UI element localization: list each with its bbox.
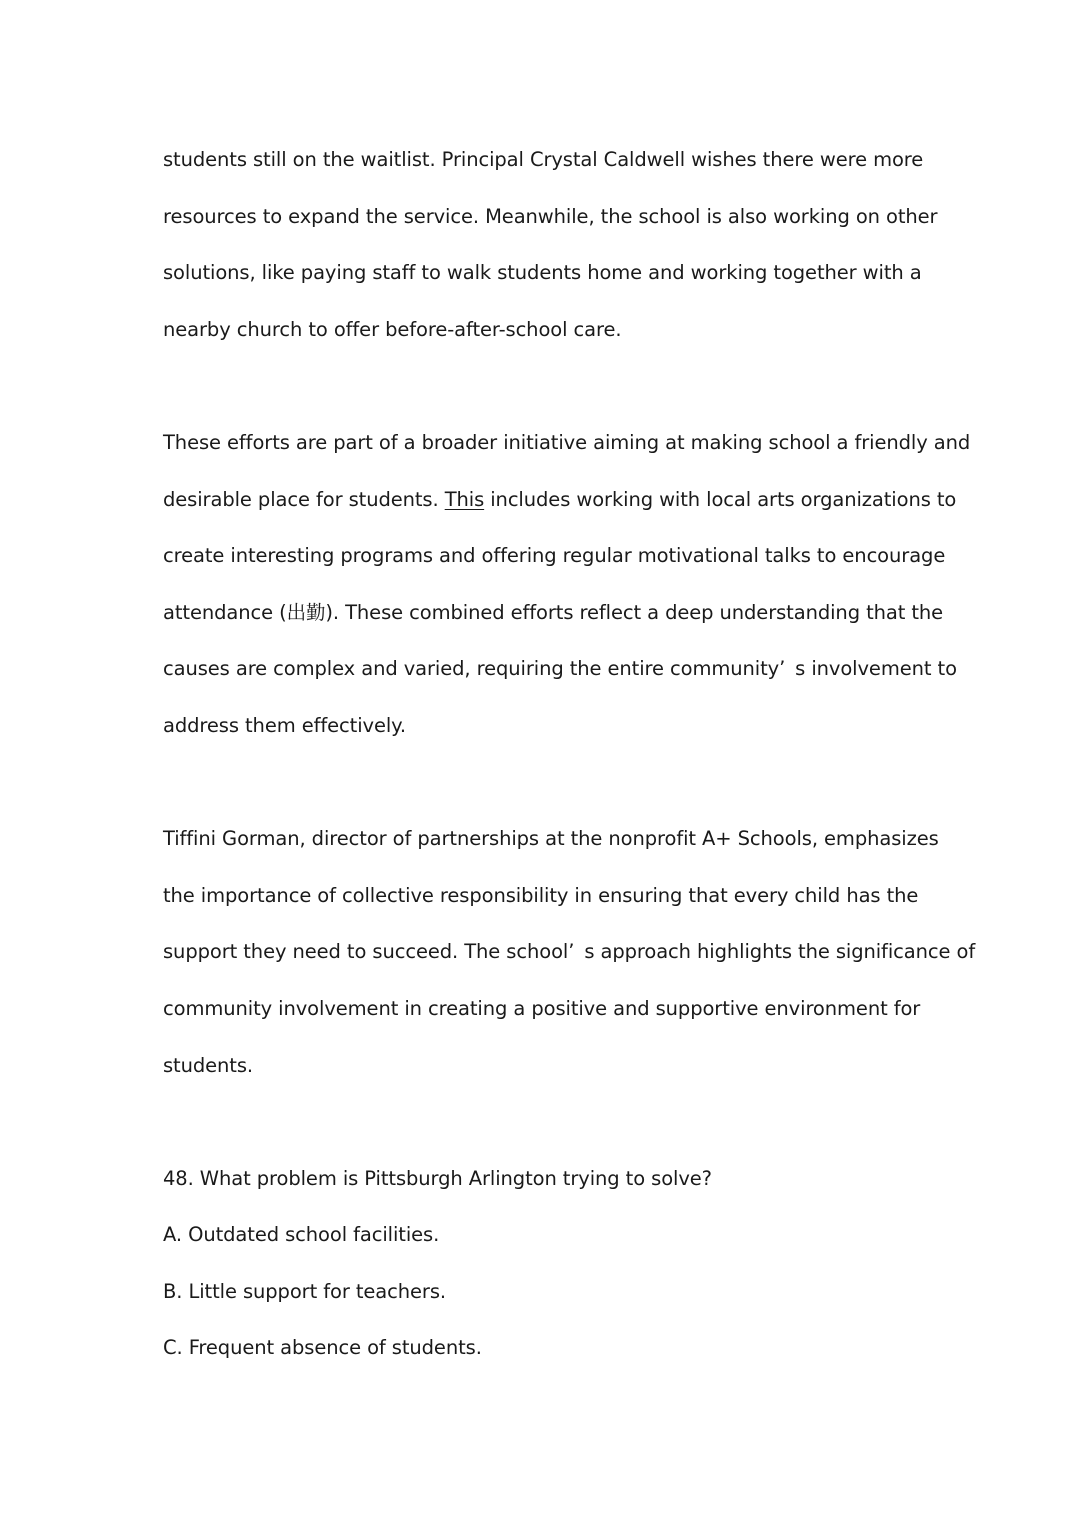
underlined-word: This xyxy=(444,487,485,511)
question-48 xyxy=(163,1160,963,1386)
paragraph-gorman xyxy=(163,820,976,1103)
text-line: create interesting programs and offering regular motivational talks to encourage xyxy=(163,544,946,568)
text-line: attendance (出勤). These combined efforts reflect a deep understanding that the xyxy=(163,600,944,624)
paragraph-spacer xyxy=(163,367,963,424)
text-line xyxy=(163,933,976,990)
text-line xyxy=(163,650,963,707)
text-segment: s involvement to xyxy=(795,657,957,681)
text-segment: includes working with local arts organizations to xyxy=(484,487,957,511)
text-segment: support they need to succeed. The school’ xyxy=(163,940,575,964)
paragraph-initiative xyxy=(163,424,971,764)
paragraph-waitlist xyxy=(163,141,963,367)
text-line xyxy=(163,481,963,538)
text-segment: desirable place for students. xyxy=(163,487,445,511)
answer-option-c: C. Frequent absence of students. xyxy=(163,1336,482,1360)
text-line: students. xyxy=(163,1053,254,1077)
answer-option-b: B. Little support for teachers. xyxy=(163,1279,446,1303)
text-line: the importance of collective responsibility in ensuring that every child has the xyxy=(163,883,919,907)
text-line: community involvement in creating a positive and supportive environment for xyxy=(163,996,921,1020)
text-line: address them effectively. xyxy=(163,713,406,737)
answer-option-a: A. Outdated school facilities. xyxy=(163,1223,440,1247)
document-page xyxy=(163,141,976,1386)
text-line: These efforts are part of a broader initiative aiming at making school a friendly and xyxy=(163,430,971,454)
text-line: students still on the waitlist. Principal Crystal Caldwell wishes there were more xyxy=(163,148,924,171)
text-segment: s approach highlights the significance of xyxy=(584,940,976,964)
text-segment: causes are complex and varied, requiring the entire community’ xyxy=(163,657,786,681)
text-line: solutions, like paying staff to walk students home and working together with a xyxy=(163,261,922,285)
text-line: resources to expand the service. Meanwhile, the school is also working on other xyxy=(163,204,938,228)
question-stem: 48. What problem is Pittsburgh Arlington trying to solve? xyxy=(163,1166,712,1190)
paragraph-spacer xyxy=(163,1103,963,1160)
text-line: Tiffini Gorman, director of partnerships at the nonprofit A+ Schools, emphasizes xyxy=(163,827,939,851)
text-line: nearby church to offer before-after-school care. xyxy=(163,317,622,341)
paragraph-spacer xyxy=(163,764,963,821)
